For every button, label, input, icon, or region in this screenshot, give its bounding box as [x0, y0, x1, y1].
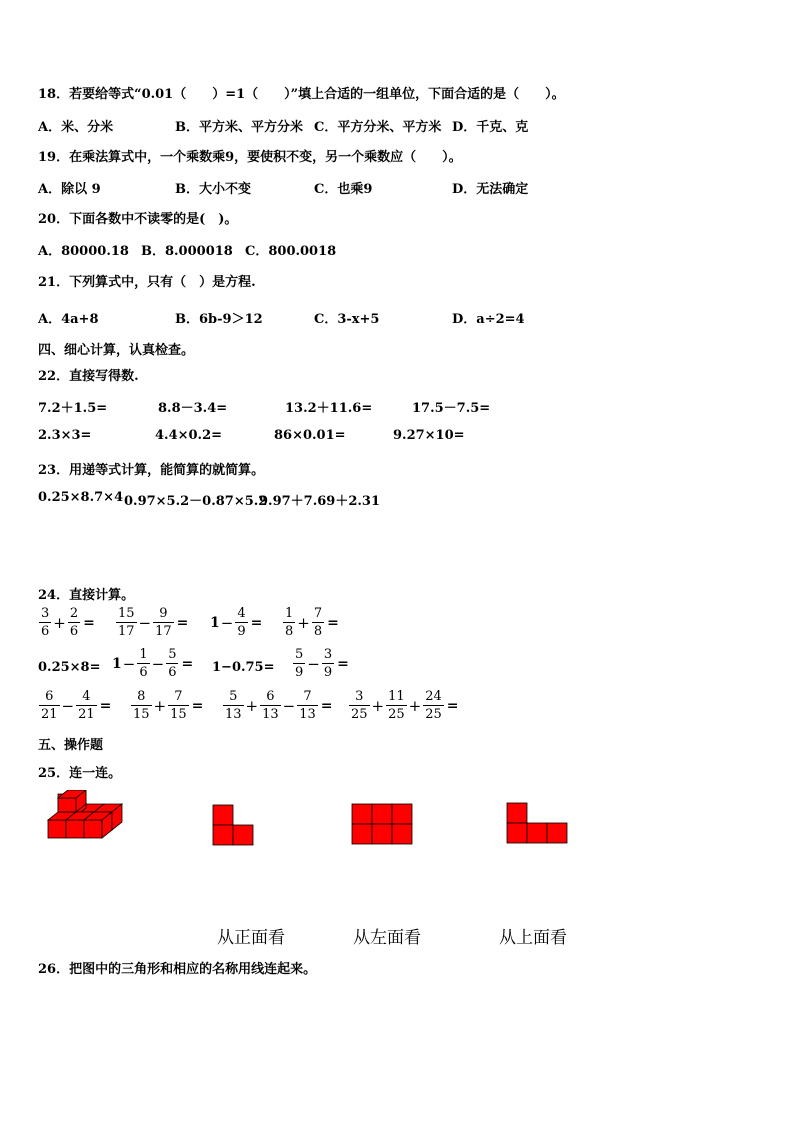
- q24-stem: 24．直接计算。: [38, 588, 135, 603]
- square-cell: [547, 823, 567, 843]
- fraction: $\frac{7}{13}$: [299, 689, 316, 722]
- square-cell: [233, 825, 253, 845]
- q24-r1-expr4: $\frac{1}{8}$ + $\frac{7}{8}$ =: [285, 606, 339, 639]
- q18-option-d: D．千克、克: [452, 120, 529, 135]
- q24-r2-expr2: 1− $\frac{1}{6}$ − $\frac{5}{6}$ =: [112, 647, 194, 680]
- q18-option-b: B．平方米、平方分米: [175, 120, 303, 135]
- q24-r1-expr2: $\frac{15}{17}$ − $\frac{9}{17}$ =: [118, 606, 189, 639]
- q18-option-a: A．米、分米: [38, 120, 114, 135]
- label-left-view: 从左面看: [353, 928, 421, 948]
- fraction: $\frac{7}{15}$: [170, 689, 187, 722]
- fraction: $\frac{6}{13}$: [262, 689, 279, 722]
- square-cell: [352, 804, 372, 824]
- q20-option-b: B．8.000018: [141, 244, 233, 259]
- label-front-view: 从正面看: [217, 928, 285, 948]
- cube-front-face: [66, 820, 84, 838]
- view-figure-rectangle: [351, 803, 413, 845]
- square-cell: [352, 824, 372, 844]
- q22-r2-item2: 4.4×0.2=: [155, 428, 223, 443]
- q22-r2-item4: 9.27×10=: [393, 428, 465, 443]
- cube-front-face: [48, 820, 66, 838]
- q24-r3-expr4: $\frac{3}{25}$ + $\frac{11}{25}$ + $\frac{24}{25}$ =: [351, 689, 459, 722]
- q22-r2-item1: 2.3×3=: [38, 428, 92, 443]
- q22-stem: 22．直接写得数.: [38, 369, 139, 384]
- q24-r3-expr1: $\frac{6}{21}$ − $\frac{4}{21}$ =: [41, 689, 112, 722]
- q24-r2-expr1: 0.25×8=: [38, 660, 101, 675]
- q23-stem: 23．用递等式计算，能简算的就简算。: [38, 463, 265, 478]
- fraction: $\frac{4}{9}$: [237, 606, 246, 639]
- q19-option-a: A．除以 9: [38, 182, 101, 197]
- q19-option-b: B．大小不变: [175, 182, 251, 197]
- q19-option-d: D．无法确定: [452, 182, 529, 197]
- fraction: $\frac{5}{13}$: [225, 689, 242, 722]
- view-figure-long-l-shape: [506, 802, 570, 844]
- fraction: $\frac{5}{6}$: [168, 647, 177, 680]
- q24-r3-expr3: $\frac{5}{13}$ + $\frac{6}{13}$ − $\frac{7}{13}$ =: [225, 689, 333, 722]
- fraction: $\frac{7}{8}$: [313, 606, 323, 639]
- q23-item3: 9.97＋7.69＋2.31: [259, 494, 380, 509]
- square-cell: [213, 805, 233, 825]
- fraction: $\frac{4}{21}$: [78, 689, 95, 722]
- q21-option-a: A．4a+8: [38, 312, 99, 327]
- fraction: $\frac{9}{17}$: [155, 606, 172, 639]
- section-5-heading: 五、操作题: [38, 738, 104, 753]
- label-top-view: 从上面看: [499, 928, 567, 948]
- q21-option-c: C．3-x+5: [314, 312, 380, 327]
- q24-r2-expr4: $\frac{5}{9}$ − $\frac{3}{9}$ =: [295, 647, 349, 680]
- view-figure-l-shape: [212, 804, 256, 846]
- fraction: $\frac{24}{25}$: [425, 689, 442, 722]
- q22-r1-item2: 8.8－3.4=: [158, 401, 228, 416]
- q22-r2-item3: 86×0.01=: [274, 428, 346, 443]
- cube-stack-3d-figure: [44, 790, 126, 852]
- square-cell: [507, 823, 527, 843]
- fraction: $\frac{8}{15}$: [133, 689, 150, 722]
- square-cell: [392, 804, 412, 824]
- square-cell: [392, 824, 412, 844]
- q23-item1: 0.25×8.7×4: [38, 490, 124, 505]
- cube-front-face: [58, 798, 76, 812]
- q21-option-b: B．6b-9＞12: [175, 312, 263, 327]
- q22-r1-item1: 7.2＋1.5=: [38, 401, 108, 416]
- q24-r2-expr3: 1−0.75=: [212, 660, 275, 675]
- square-cell: [507, 803, 527, 823]
- fraction: $\frac{6}{21}$: [41, 689, 58, 722]
- cube-front-face: [84, 820, 102, 838]
- q18-stem: 18．若要给等式“0.01（ ）=1（ ）”填上合适的一组单位，下面合适的是（ ）。: [38, 87, 565, 102]
- q22-r1-item4: 17.5－7.5=: [412, 401, 491, 416]
- fraction: $\frac{5}{9}$: [295, 647, 304, 680]
- q24-r3-expr2: $\frac{8}{15}$ + $\frac{7}{15}$ =: [133, 689, 204, 722]
- q24-r1-expr3: 1− $\frac{4}{9}$ =: [210, 606, 263, 639]
- square-cell: [372, 804, 392, 824]
- q24-r1-expr1: $\frac{3}{6}$ + $\frac{2}{6}$ =: [41, 606, 95, 639]
- q22-r1-item3: 13.2＋11.6=: [285, 401, 373, 416]
- q21-option-d: D．a÷2=4: [452, 312, 525, 327]
- q21-stem: 21．下列算式中，只有（ ）是方程.: [38, 275, 256, 290]
- fraction: $\frac{3}{25}$: [351, 689, 368, 722]
- q20-stem: 20．下面各数中不读零的是( )。: [38, 212, 238, 227]
- section-4-heading: 四、细心计算，认真检查。: [38, 343, 195, 358]
- square-cell: [372, 824, 392, 844]
- q26-stem: 26．把图中的三角形和相应的名称用线连起来。: [38, 962, 317, 977]
- q23-item2: 0.97×5.2－0.87×5.2: [124, 494, 268, 509]
- square-cell: [213, 825, 233, 845]
- q18-option-c: C．平方分米、平方米: [314, 120, 442, 135]
- fraction: $\frac{1}{6}$: [139, 647, 148, 680]
- fraction: $\frac{15}{17}$: [118, 606, 135, 639]
- fraction: $\frac{1}{8}$: [285, 606, 294, 639]
- fraction: $\frac{11}{25}$: [388, 689, 405, 722]
- square-cell: [527, 823, 547, 843]
- q20-option-a: A．80000.18: [38, 244, 129, 259]
- q20-option-c: C．800.0018: [245, 244, 337, 259]
- fraction: $\frac{2}{6}$: [69, 606, 79, 639]
- q19-stem: 19．在乘法算式中，一个乘数乘9，要使积不变，另一个乘数应（ ）。: [38, 150, 462, 165]
- fraction: $\frac{3}{6}$: [41, 606, 50, 639]
- q19-option-c: C．也乘9: [314, 182, 373, 197]
- fraction: $\frac{3}{9}$: [323, 647, 333, 680]
- q25-stem: 25．连一连。: [38, 766, 122, 781]
